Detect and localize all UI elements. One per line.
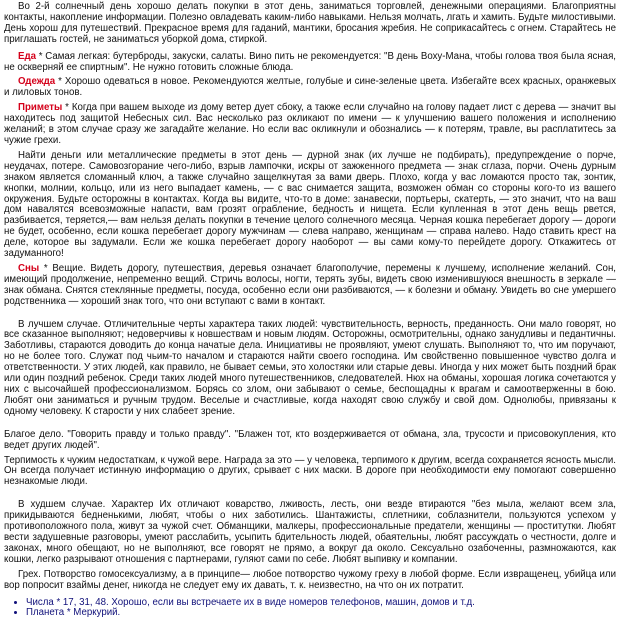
tolerance-paragraph: Терпимость к чужим недостаткам, к чужой вере. Награда за это — у человека, терпимого к другим, всегда сохраняется ясность мысли. Он всегда получает истинную информацию о других, срывает с них маски. В дороге при необходимости ему помогают совершенно незнакомые люди. (4, 456, 616, 489)
dreams-text: * Вещие. Видеть дорогу, путешествия, деревья означает благополучие, перемены к лучшему, исполнение желаний. Сон, имеющий продолжение, непременно вещий. Стричь волосы, ногти, терять зубы, видеть свою изменившуюся внешность в зеркале — знак обмана. Снятся стеклянные предметы, посуда, особенно если они разбиваются, — к болезни и обману. Увидеть во сне умершего родственника — хороший знак того, что они вступают с вами в контакт. (4, 263, 616, 307)
numbers-text: * 17, 31, 48. Хорошо, если вы встречаете их в виде номеров телефонов, машин, домов и т.д. (54, 597, 475, 608)
omens-label: Приметы (18, 102, 62, 113)
food-text: * Самая легкая: бутерброды, закуски, салаты. Вино пить не рекомендуется: "В день Воху-Мана, чтобы голова твоя была ясная, не оскверняй ее спиртным". Не нужно готовить сложные блюда. (4, 51, 616, 73)
intro-paragraph: Во 2-й солнечный день хорошо делать покупки в этот день, заниматься торговлей, денежными операциями. Благоприятны контакты, накопление информации. Полезно овладевать каким-либо навыками. Нельзя молчать, лгать и хамить. Будьте милостивыми. День хорош для путешествий. Прекрасное время для гаданий, мантики, бросания жребия. Не соприкасайтесь с огнем. Старайтесь не приглашать гостей, не заниматься уборкой дома, стиркой. (4, 2, 616, 46)
planet-label: Планета (26, 607, 64, 618)
blessing-paragraph: Благое дело. "Говорить правду и только правду". "Блажен тот, кто воздерживается от обмана, зла, трусости и присовокупления, кто ведет других людей". (4, 430, 616, 452)
omens-paragraph-2: Найти деньги или металлические предметы в этот день — дурной знак (их лучше не подбирать), предупреждение о порче, неудачах, потере. Самовозгорание чего-либо, взрыв лампочки, искры от зажженного предмета — знак сглаза, порчи. Очень дурным знаком является сломанный ключ, а также случайно защелкнутая за вами дверь. Плохо, когда у вас ломаются просто так, зонтик, кнопки, молнии, кольцо, или из него выпадает камень, — с вас снимается защита, возможен обман со стороны кого-то из вашего окружения. Будьте осторожны в контактах. Когда вы видите, что-то в доме: занавески, портьеры, скатерть, — это значит, что на ваш дом навалятся всевозможные напасти, вам грозят ограбление, бедность и нищета. Если купленная в этот день вещь рвется, разбивается, теряется,— вам нельзя делать покупки в течение целого солнечного месяца. Черная кошка перебегает дорогу — дороги не будет, особенно, если кошка перебегает дорогу мужчинам — слева направо, женщинам — справа налево. Надо ставить крест на деле, которое вы задумали. Если же кошка перебегает дорогу наоборот — вы сами кому-то перейдете дорогу. Откажитесь от задуманного! (4, 151, 616, 260)
dreams-paragraph (4, 264, 616, 308)
facts-list (4, 598, 616, 619)
worst-case-paragraph: В худшем случае. Характер Их отличают коварство, лживость, лесть, они везде втираются "без мыла, желают всем зла, прикидываются бедненькими, любят, чтобы о них заботились. Шантажисты, сплетники, соблазнители, пользуются успехом у противоположного пола, живут за чужой счет. Обманщики, малкеры, профессиональные предатели, женщины — проститутки. Любят вести задушевные разговоры, умеют расслабить, усыпить бдительность людей, обаятельны, любят рассуждать о честности, долге и законах, много обещают, но не выполняют, все говорят не прямо, а вокруг да около. Сексуально озабоченны, размножаются, как кошки, легко разрывают отношения с партнерами, гуляют сами по себе. Любят выпивку и компании. (4, 500, 616, 565)
food-label: Еда (18, 51, 36, 62)
best-case-paragraph: В лучшем случае. Отличительные черты характера таких людей: чувствительность, верность, преданность. Они мало говорят, но все сказанное выполняют; недоверчивы к новшествам и новым людям. Осторожны, осмотрительны, однако занудливы и педантичны. Заботливы, стараются доводить до конца начатые дела. Инициативы не проявляют, умеют слушать. Выполняют то, что им поручают, но не более того. Служат под чьим-то началом и стараются найти своего господина. Им свойственно повышенное чувство долга и ответственности. У этих людей, как правило, не бывает семьи, это холостяки или старые девы. Иногда у них может быть поздний брак или один поздний ребенок. Среди таких людей много путешественников, следователей. Нюх на обманы, хорошая логика сочетаются у них с высочайшей профессионализмом. Борясь со злом, они забывают о семье, беспощадны к врагам и самоотверженны в бою. Любят они заниматься и ручным трудом. Веселые и счастливые, когда находят свою службу и свой дом. Однолюбы, привязаны к одному человеку. К старости у них слабеет зрение. (4, 320, 616, 418)
dreams-label: Сны (18, 263, 39, 274)
food-paragraph (4, 52, 616, 74)
planet-text: * Меркурий. (64, 607, 120, 618)
omens-paragraph (4, 103, 616, 147)
sin-paragraph: Грех. Потворство гомосексуализму, а в принципе— любое потворство чужому греху в любой форме. Если извращенец, убийца или вор попросит взаймы денег, никогда не следует ему их давать, т. к. неизвестно, на что он их потратит. (4, 570, 616, 592)
clothing-paragraph (4, 77, 616, 99)
clothing-label: Одежда (18, 76, 55, 87)
list-item-planet (26, 608, 616, 619)
omens-text: * Когда при вашем выходе из дому ветер дует сбоку, а также если случайно на голову падает лист с дерева — значит вы находитесь под защитой Небесных сил. Вас несколько раз окликают по имени — к улучшению вашего положения и исполнению желаний; в этом случае сразу же загадайте желание. Но если вас окликнули и обознались — к потерям, травле, вы расплатитесь за чужие грехи. (4, 102, 616, 146)
numbers-label: Числа (26, 597, 54, 608)
clothing-text: * Хорошо одеваться в новое. Рекомендуются желтые, голубые и сине-зеленые цвета. Избегайте всех красных, оранжевых и лиловых тонов. (4, 76, 616, 98)
